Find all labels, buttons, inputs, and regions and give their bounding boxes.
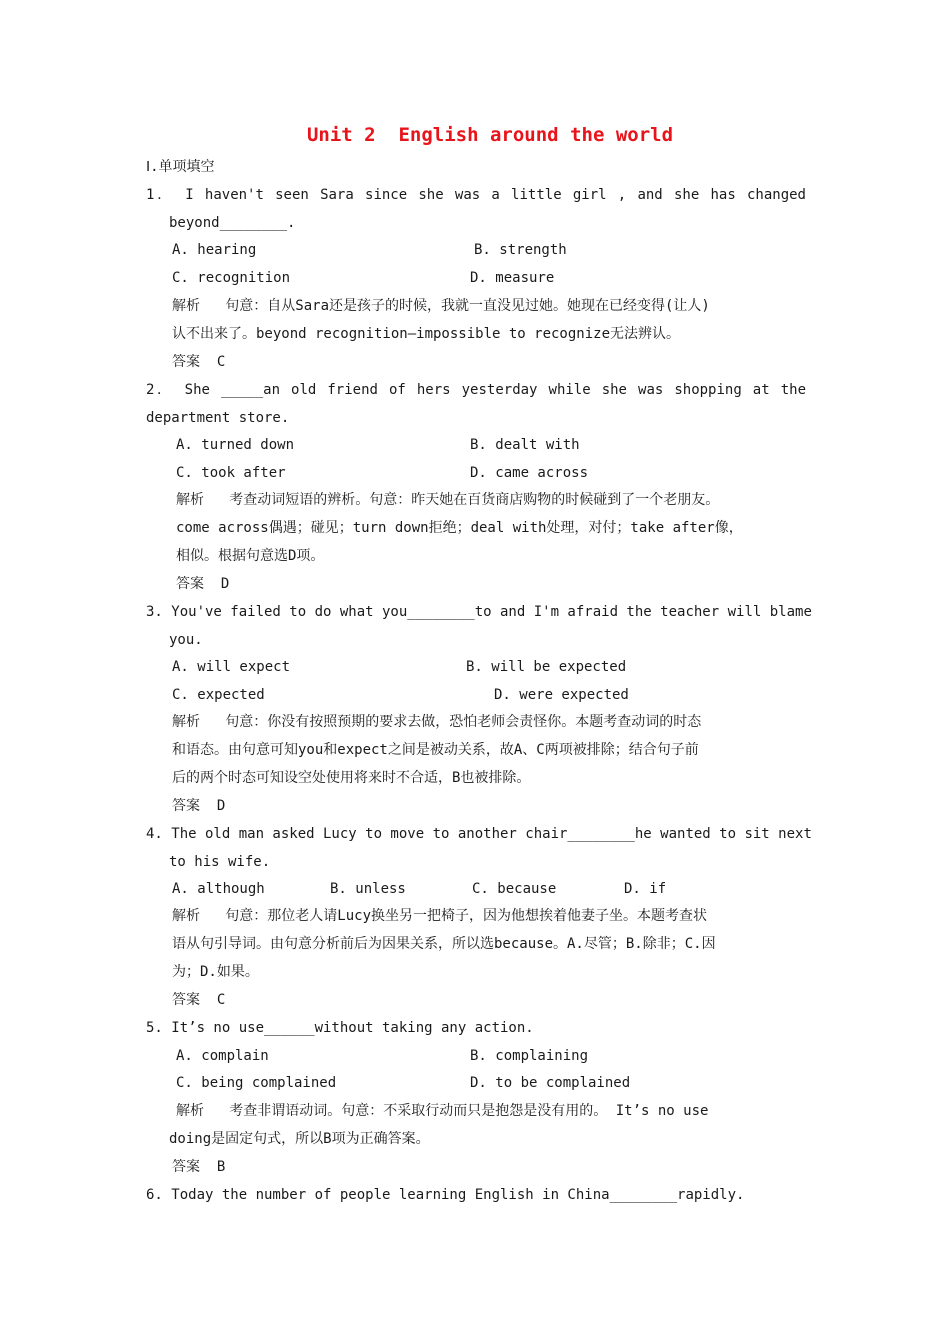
question-5-option-b: B. complaining	[470, 1048, 589, 1064]
question-2-stem-cont: department store.	[146, 410, 290, 426]
question-3-option-b: B. will be expected	[466, 659, 627, 675]
question-4-option-a: A. although	[172, 881, 265, 897]
question-1-option-c: C. recognition	[172, 270, 291, 286]
question-5-option-c: C. being complained	[176, 1075, 337, 1091]
question-4-stem-cont: to his wife.	[169, 854, 271, 870]
question-2-answer: 答案 D	[176, 576, 230, 592]
section-heading: Ⅰ.单项填空	[146, 159, 215, 175]
question-1-option-a: A. hearing	[172, 242, 257, 258]
question-1-option-b: B. strength	[474, 242, 567, 258]
question-5-explanation: 解析 考查非谓语动词。句意：不采取行动而只是抱怨是没有用的。 It’s no use	[176, 1103, 709, 1119]
question-4-option-c: C. because	[472, 881, 557, 897]
question-3-stem: 3. You've failed to do what you________to and I'm afraid the teacher will blame	[146, 604, 812, 620]
question-4-explanation: 为；D.如果。	[172, 964, 259, 980]
question-1-explanation: 认不出来了。beyond recognition—impossible to recognize无法辨认。	[172, 326, 681, 342]
question-4-explanation: 语从句引导词。由句意分析前后为因果关系，所以选because。A.尽管；B.除非；C.因	[172, 936, 716, 952]
question-5-answer: 答案 B	[172, 1159, 226, 1175]
question-4-answer: 答案 C	[172, 992, 226, 1008]
question-3-explanation: 和语态。由句意可知you和expect之间是被动关系，故A、C两项被排除；结合句子前	[172, 742, 699, 758]
question-5-explanation: doing是固定句式，所以B项为正确答案。	[169, 1131, 430, 1147]
question-4-option-b: B. unless	[330, 881, 406, 897]
question-3-explanation: 解析 句意：你没有按照预期的要求去做，恐怕老师会责怪你。本题考查动词的时态	[172, 714, 702, 730]
question-3-answer: 答案 D	[172, 798, 226, 814]
question-2-option-c: C. took after	[176, 465, 286, 481]
question-2-option-d: D. came across	[470, 465, 589, 481]
question-3-option-a: A. will expect	[172, 659, 291, 675]
page-title: Unit 2 English around the world	[306, 124, 674, 146]
question-4-explanation: 解析 句意：那位老人请Lucy换坐另一把椅子，因为他想挨着他妻子坐。本题考查状	[172, 908, 707, 924]
question-1-stem: 1． I haven't seen Sara since she was a little girl , and she has changed	[146, 187, 806, 203]
question-3-stem-cont: you.	[169, 632, 203, 648]
question-3-explanation: 后的两个时态可知设空处使用将来时不合适，B也被排除。	[172, 770, 531, 786]
question-1-option-d: D. measure	[470, 270, 555, 286]
question-2-option-b: B. dealt with	[470, 437, 580, 453]
question-1-answer: 答案 C	[172, 354, 226, 370]
question-4-option-d: D. if	[624, 881, 667, 897]
question-2-stem: 2． She _____an old friend of hers yesterday while she was shopping at the	[146, 382, 806, 398]
question-1-explanation: 解析 句意：自从Sara还是孩子的时候，我就一直没见过她。她现在已经变得(让人)	[172, 298, 710, 314]
question-3-option-c: C. expected	[172, 687, 265, 703]
question-4-stem: 4. The old man asked Lucy to move to another chair________he wanted to sit next	[146, 826, 812, 842]
question-2-explanation: 解析 考查动词短语的辨析。句意：昨天她在百货商店购物的时候碰到了一个老朋友。	[176, 492, 720, 508]
question-5-stem: 5. It’s no use______without taking any action.	[146, 1020, 534, 1036]
question-2-explanation: come across偶遇；碰见；turn down拒绝；deal with处理，对付；take after像，	[176, 520, 743, 536]
question-2-explanation: 相似。根据句意选D项。	[176, 548, 325, 564]
question-2-option-a: A. turned down	[176, 437, 295, 453]
question-5-option-d: D. to be complained	[470, 1075, 631, 1091]
question-5-option-a: A. complain	[176, 1048, 269, 1064]
question-3-option-d: D. were expected	[494, 687, 629, 703]
question-6-stem: 6. Today the number of people learning English in China________rapidly.	[146, 1187, 745, 1203]
question-1-stem-cont: beyond________.	[169, 215, 296, 231]
